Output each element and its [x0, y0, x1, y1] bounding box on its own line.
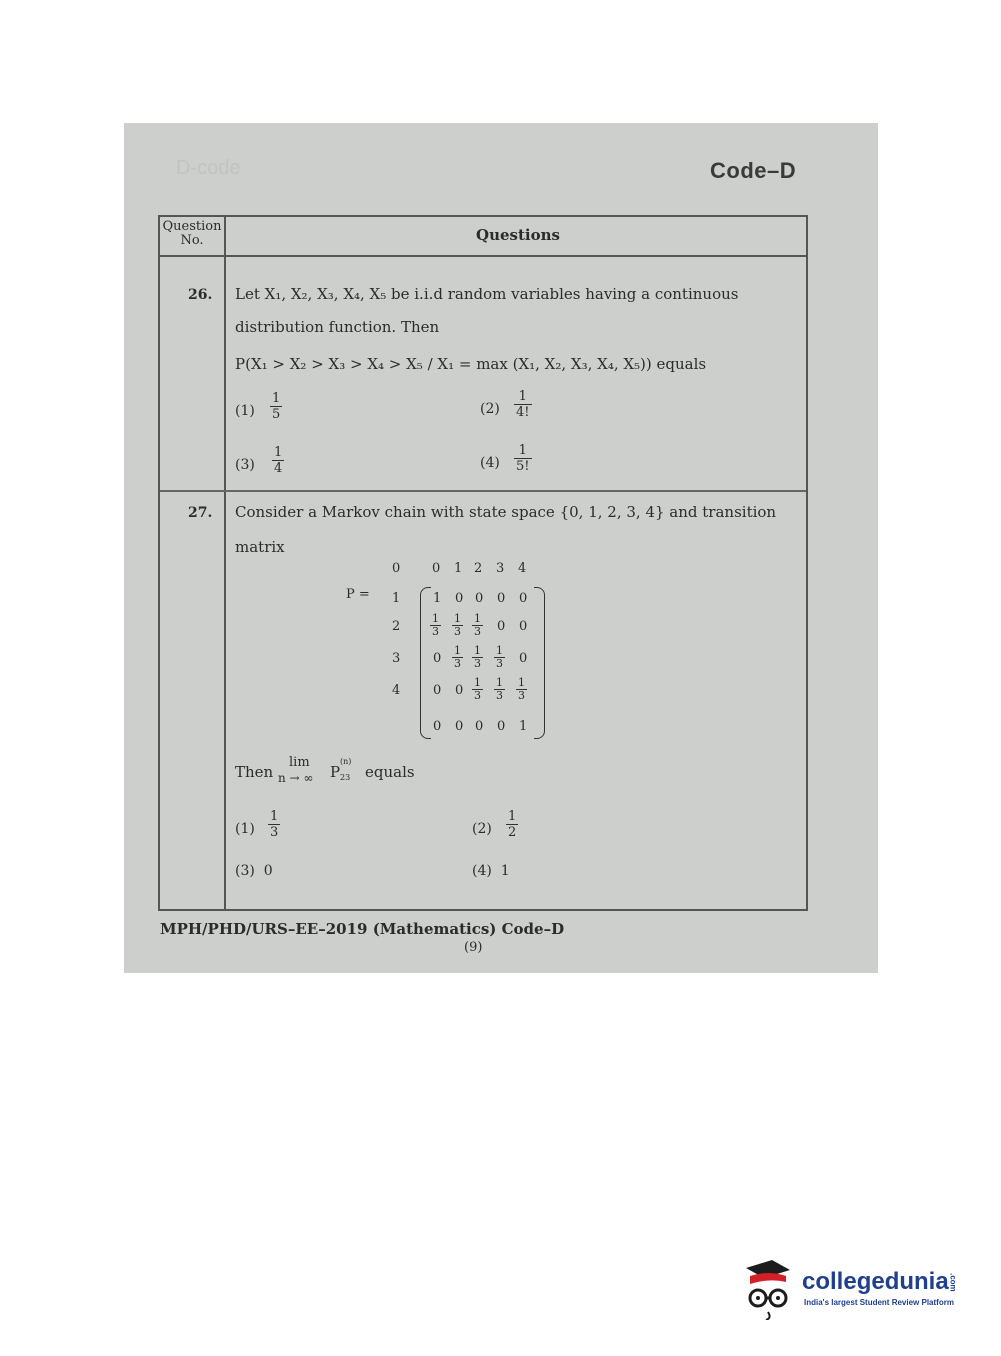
matrix-row-header: 3	[392, 651, 401, 666]
matrix-cell: 0	[455, 591, 464, 606]
matrix-label: P =	[346, 587, 370, 602]
matrix-cell: 0	[433, 719, 442, 734]
matrix-cell: 0	[433, 683, 442, 698]
q27-option-2-label: (2)	[472, 821, 492, 837]
q26-option-2-label: (2)	[480, 401, 500, 417]
q27-option-3: (3) 0	[235, 863, 273, 879]
matrix-cell: 0	[519, 591, 528, 606]
q27-option-1-label: (1)	[235, 821, 255, 837]
matrix-cell: 0	[519, 651, 528, 666]
question-27-line2: matrix	[235, 538, 285, 556]
matrix-col-header: 0	[432, 561, 441, 576]
q27-option-4: (4) 1	[472, 863, 510, 879]
p-superscript: (n)	[340, 757, 352, 766]
matrix-cell: 0	[433, 651, 442, 666]
q26-option-1-fraction: $\frac{1}{5}$	[272, 391, 281, 422]
matrix-left-bracket	[420, 587, 431, 739]
matrix-cell: $\frac{1}{3}$	[518, 676, 525, 702]
matrix-cell: $\frac{1}{3}$	[474, 644, 481, 670]
question-26-line3: P(X₁ > X₂ > X₃ > X₄ > X₅ / X₁ = max (X₁, X₂, X₃, X₄, X₅)) equals	[235, 355, 707, 373]
q26-option-4-label: (4)	[480, 455, 500, 471]
q27-option-1-fraction: $\frac{1}{3}$	[270, 809, 279, 840]
matrix-row-header: 1	[392, 591, 401, 606]
q26-option-2-fraction: $\frac{1}{4!}$	[516, 389, 530, 420]
matrix-corner-label: 0	[392, 561, 401, 576]
matrix-row-header: 4	[392, 683, 401, 698]
matrix-cell: $\frac{1}{3}$	[454, 612, 461, 638]
mascot-icon	[742, 1258, 796, 1320]
matrix-cell: $\frac{1}{3}$	[474, 612, 481, 638]
matrix-col-header: 2	[474, 561, 483, 576]
matrix-row-header: 2	[392, 619, 401, 634]
matrix-cell: 0	[475, 719, 484, 734]
equals-text: equals	[365, 763, 415, 781]
matrix-cell: $\frac{1}{3}$	[496, 644, 503, 670]
q27-option-2-fraction: $\frac{1}{2}$	[508, 809, 517, 840]
matrix-cell: 1	[519, 719, 528, 734]
logo-brand: collegedunia.com	[802, 1268, 958, 1295]
matrix-cell: $\frac{1}{3}$	[432, 612, 439, 638]
p-subscript: 23	[340, 773, 351, 782]
lim-bottom: n → ∞	[278, 771, 314, 785]
page-number: (9)	[464, 940, 483, 955]
matrix-col-header: 4	[518, 561, 527, 576]
code-label: Code–D	[710, 158, 797, 183]
question-no-header: Question No.	[162, 219, 222, 248]
questions-table	[158, 215, 808, 911]
matrix-cell: 0	[455, 719, 464, 734]
matrix-cell: 0	[497, 719, 506, 734]
logo-tagline: India's largest Student Review Platform	[804, 1298, 954, 1307]
matrix-right-bracket	[534, 587, 545, 739]
questions-header: Questions	[476, 226, 560, 244]
matrix-cell: 1	[433, 591, 442, 606]
transition-matrix	[160, 217, 806, 909]
question-26-line2: distribution function. Then	[235, 318, 440, 336]
question-26-line1: Let X₁, X₂, X₃, X₄, X₅ be i.i.d random variables having a continuous	[235, 285, 739, 303]
matrix-cell: $\frac{1}{3}$	[454, 644, 461, 670]
faded-mark: D-code	[176, 157, 241, 179]
question-27-line1: Consider a Markov chain with state space {0, 1, 2, 3, 4} and transition	[235, 503, 777, 521]
q26-option-4-fraction: $\frac{1}{5!}$	[516, 443, 530, 474]
matrix-cell: 0	[497, 619, 506, 634]
matrix-cell: 0	[497, 591, 506, 606]
q26-option-3-fraction: $\frac{1}{4}$	[274, 445, 283, 476]
q26-option-3-label: (3)	[235, 457, 255, 473]
q26-option-1-label: (1)	[235, 403, 255, 419]
question-27-number: 27.	[188, 505, 213, 521]
p-symbol: P	[330, 763, 341, 781]
matrix-col-header: 3	[496, 561, 505, 576]
collegedunia-logo[interactable]	[742, 1258, 958, 1324]
matrix-cell: 0	[475, 591, 484, 606]
matrix-cell: 0	[519, 619, 528, 634]
then-text: Then	[235, 763, 274, 781]
question-26-number: 26.	[188, 287, 213, 303]
matrix-cell: $\frac{1}{3}$	[496, 676, 503, 702]
matrix-col-header: 1	[454, 561, 463, 576]
lim-top: lim	[289, 755, 310, 770]
matrix-cell: $\frac{1}{3}$	[474, 676, 481, 702]
matrix-cell: 0	[455, 683, 464, 698]
footer-title: MPH/PHD/URS–EE–2019 (Mathematics) Code–D	[160, 920, 565, 938]
